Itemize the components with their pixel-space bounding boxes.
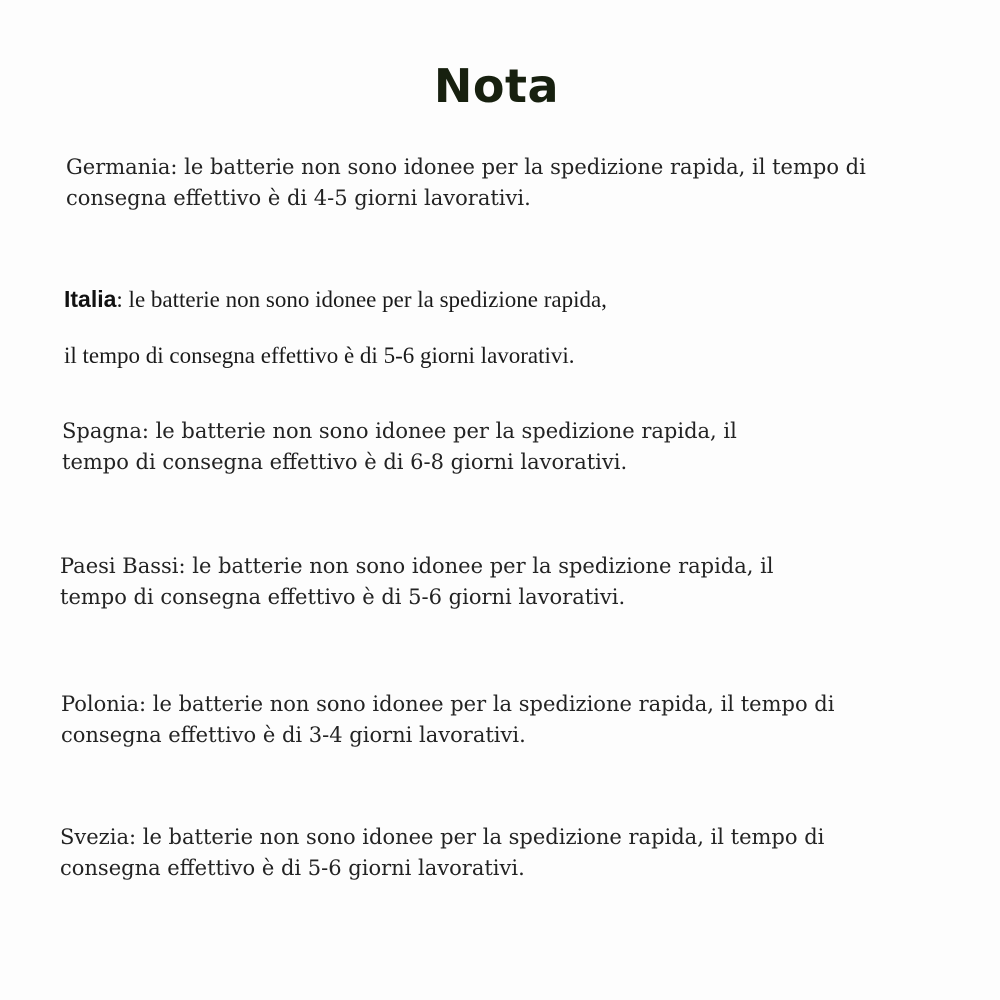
note-line: consegna effettivo è di 4-5 giorni lavorativi. [66, 186, 531, 210]
note-line: tempo di consegna effettivo è di 6-8 giorni lavorativi. [62, 450, 628, 474]
note-line: tempo di consegna effettivo è di 5-6 giorni lavorativi. [60, 585, 626, 609]
note-line: Spagna: le batterie non sono idonee per la spedizione rapida, il [62, 419, 737, 443]
note-line: consegna effettivo è di 5-6 giorni lavorativi. [60, 856, 525, 880]
note-line: Polonia: le batterie non sono idonee per la spedizione rapida, il tempo di [61, 692, 835, 716]
note-line: Svezia: le batterie non sono idonee per la spedizione rapida, il tempo di [60, 825, 825, 849]
note-italia-line1 [64, 286, 607, 313]
note-germania [66, 152, 866, 214]
note-paesi-bassi [60, 551, 774, 613]
note-svezia [60, 822, 824, 884]
page-title: Nota [433, 59, 560, 113]
note-line: Germania: le batterie non sono idonee per la spedizione rapida, il tempo di [66, 155, 866, 179]
note-line: : le batterie non sono idonee per la spedizione rapida, [116, 287, 607, 312]
note-polonia [61, 689, 834, 751]
country-label: Italia [64, 286, 117, 312]
note-line: Paesi Bassi: le batterie non sono idonee per la spedizione rapida, il [60, 554, 774, 578]
note-line: consegna effettivo è di 3-4 giorni lavorativi. [61, 723, 526, 747]
note-italia-line2: il tempo di consegna effettivo è di 5-6 giorni lavorativi. [64, 343, 575, 368]
note-spagna [62, 416, 737, 478]
